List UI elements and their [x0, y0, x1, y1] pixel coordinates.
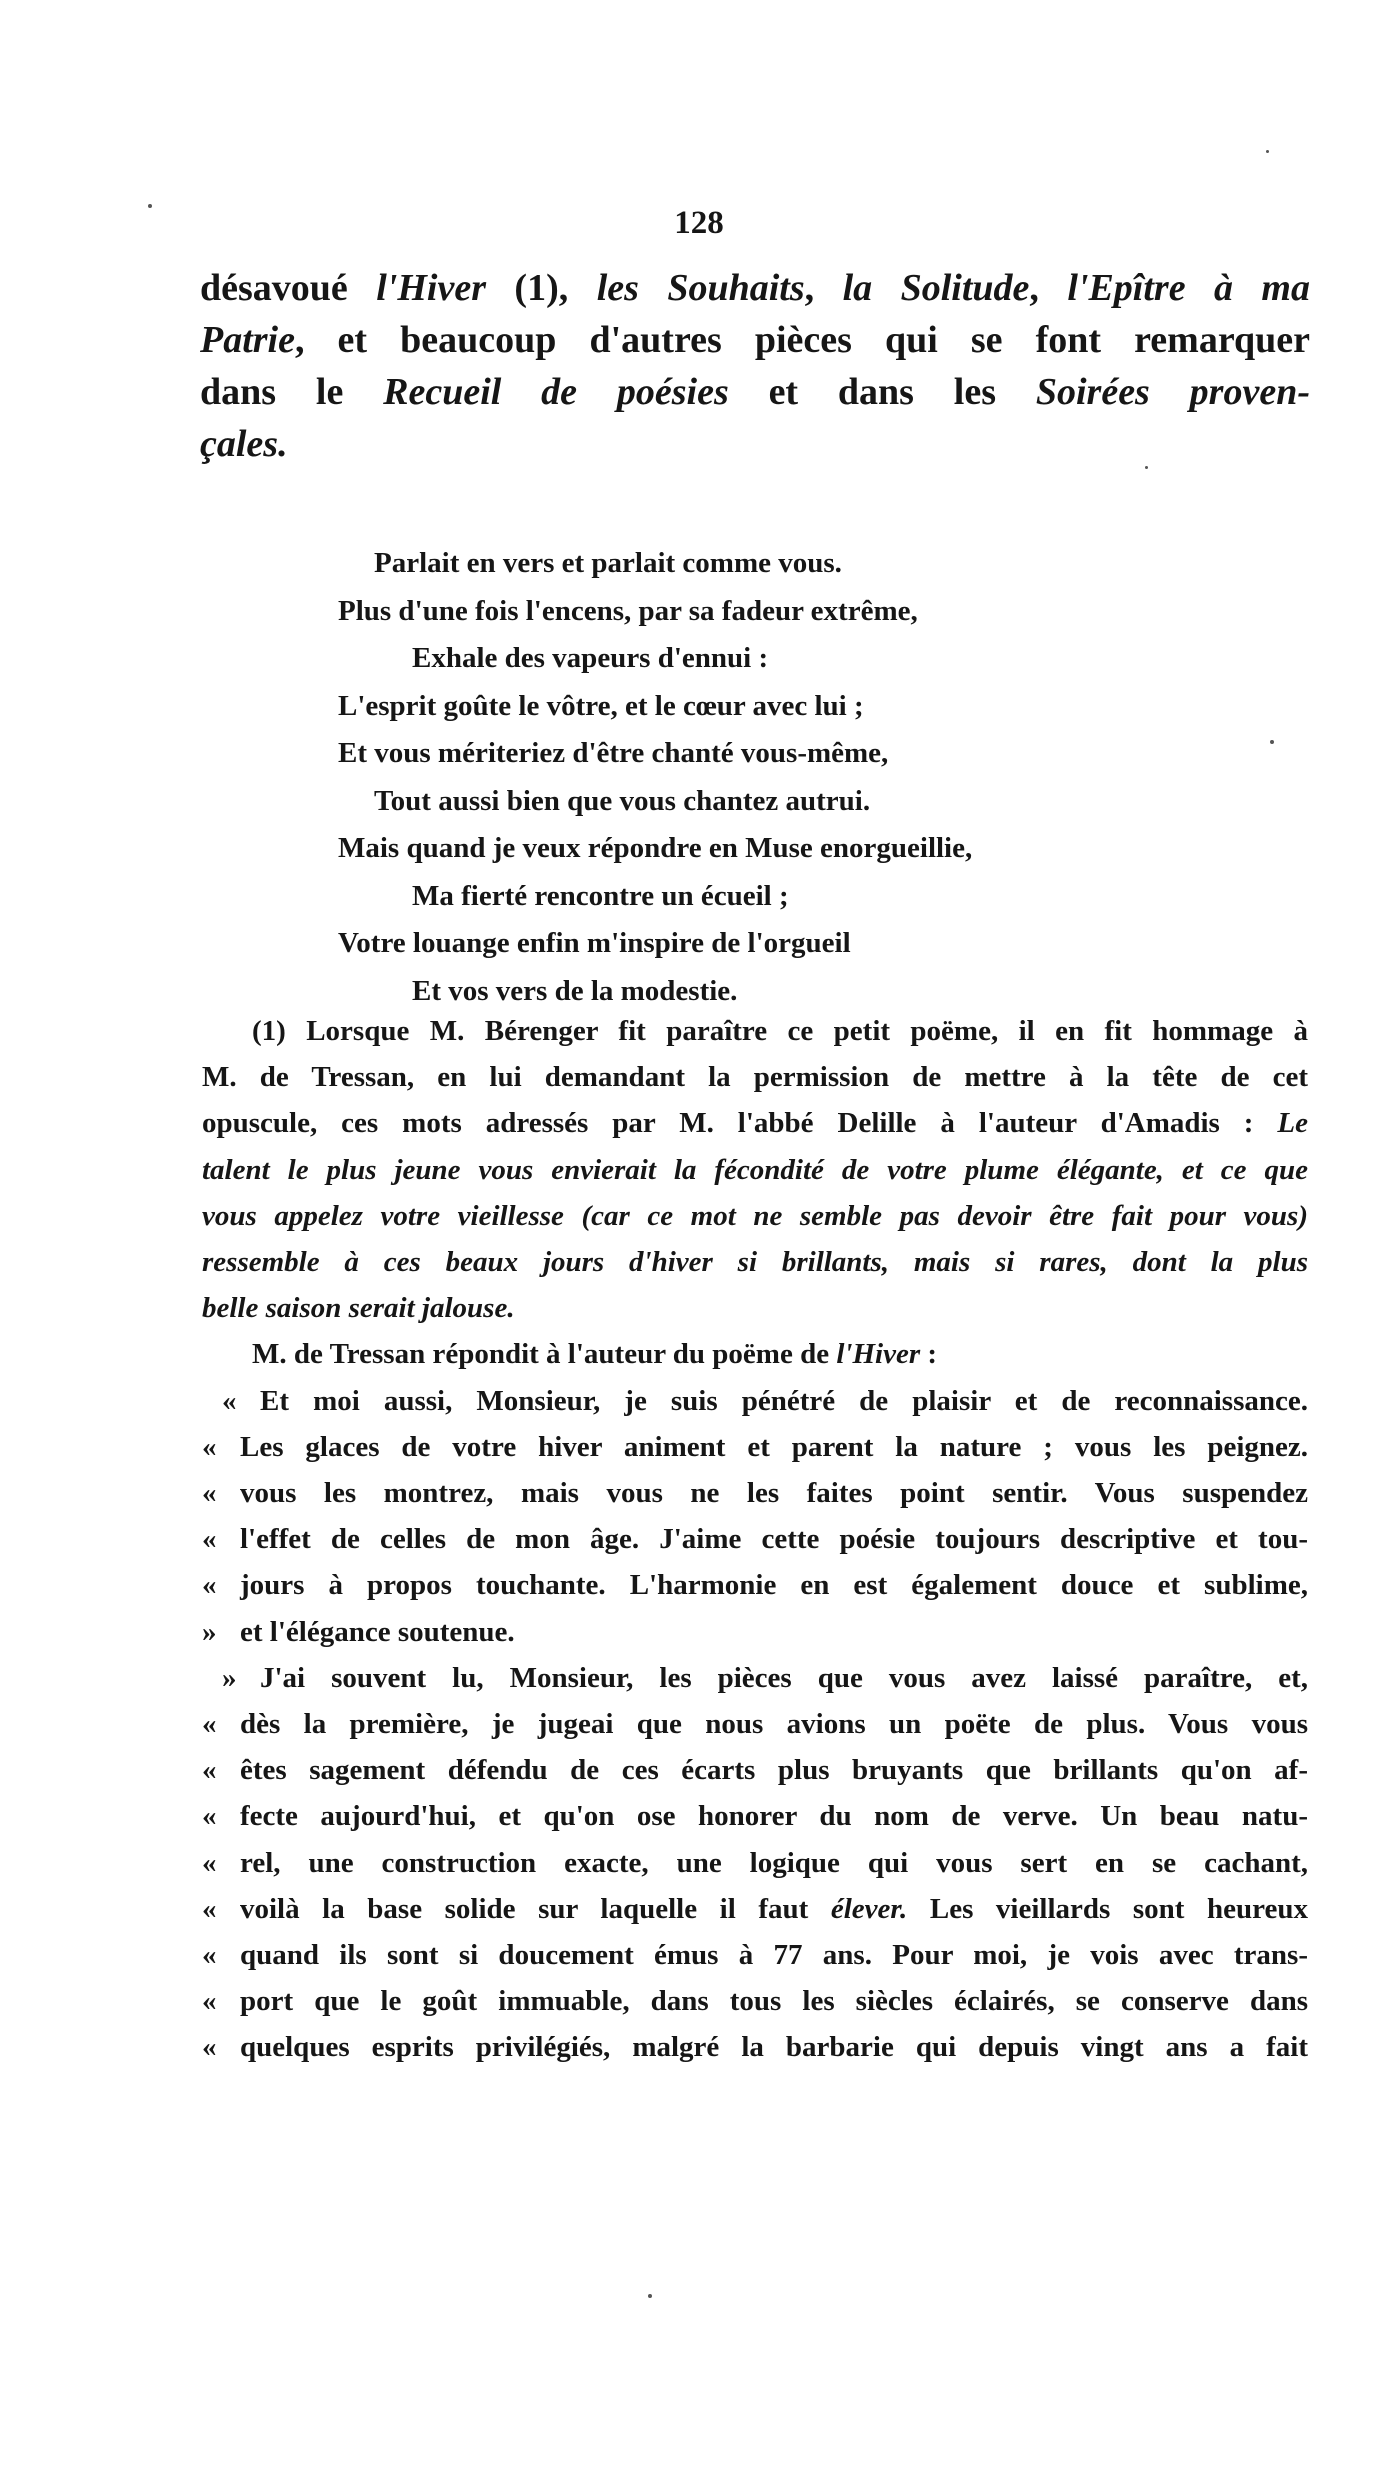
- guillemet: «: [202, 1800, 217, 1833]
- intro-paragraph: [200, 262, 1310, 470]
- footnote-line: M. de Tressan répondit à l'auteur du poëme de l'Hiver :: [252, 1338, 938, 1371]
- footnote-line: belle saison serait jalouse.: [202, 1292, 515, 1325]
- verse-line: Tout aussi bien que vous chantez autrui.: [374, 784, 871, 817]
- footnote-line: (1) Lorsque M. Bérenger fit paraître ce petit poëme, il en fit hommage à: [252, 1015, 1308, 1047]
- guillemet: «: [202, 1939, 217, 1972]
- verse-line: Parlait en vers et parlait comme vous.: [374, 547, 842, 579]
- verse-line: Et vous mériteriez d'être chanté vous-même,: [338, 737, 889, 769]
- verse-line: Votre louange enfin m'inspire de l'orgueil: [338, 927, 851, 959]
- guillemet: «: [202, 1569, 217, 1602]
- specks: [148, 204, 152, 208]
- letter-line: « fecte aujourd'hui, et qu'on ose honorer du nom de verve. Un beau natu-: [202, 1793, 1308, 1839]
- guillemet: «: [202, 2031, 217, 2064]
- letter-line: « quelques esprits privilégiés, malgré la barbarie qui depuis vingt ans a fait: [202, 2024, 1308, 2070]
- guillemet: «: [202, 1523, 217, 1556]
- letter-line: « voilà la base solide sur laquelle il faut élever. Les vieillards sont heureux: [202, 1886, 1308, 1932]
- guillemet: «: [202, 1985, 217, 2018]
- guillemet: «: [202, 1754, 217, 1787]
- specks: [1270, 740, 1274, 744]
- letter-line: « êtes sagement défendu de ces écarts plus bruyants que brillants qu'on af-: [202, 1747, 1308, 1793]
- guillemet: «: [202, 1846, 217, 1879]
- footnote-line: vous appelez votre vieillesse (car ce mot ne semble pas devoir être fait pour vous): [202, 1199, 1308, 1232]
- letter-line: « vous les montrez, mais vous ne les faites point sentir. Vous suspendez: [202, 1470, 1308, 1516]
- footnote-line: M. de Tressan, en lui demandant la permission de mettre à la tête de cet: [202, 1061, 1308, 1094]
- letter-line: « port que le goût immuable, dans tous les siècles éclairés, se conserve dans: [202, 1978, 1308, 2024]
- intro-line: çales.: [200, 423, 288, 465]
- guillemet: «: [202, 1430, 217, 1463]
- verse-line: Plus d'une fois l'encens, par sa fadeur extrême,: [338, 594, 918, 627]
- intro-line: Patrie, et beaucoup d'autres pièces qui se font remarquer: [200, 319, 1310, 361]
- verse-line: Et vos vers de la modestie.: [412, 974, 738, 1007]
- letter-quotation: [202, 1378, 1308, 2071]
- letter-line: « Les glaces de votre hiver animent et parent la nature ; vous les peignez.: [202, 1424, 1308, 1470]
- verse-quotation: [338, 540, 1138, 1015]
- letter-line: » J'ai souvent lu, Monsieur, les pièces que vous avez laissé paraître, et,: [202, 1655, 1308, 1701]
- guillemet: «: [202, 1708, 217, 1741]
- footnote-line: ressemble à ces beaux jours d'hiver si brillants, mais si rares, dont la plus: [202, 1246, 1308, 1279]
- verse-line: L'esprit goûte le vôtre, et le cœur avec lui ;: [338, 689, 864, 722]
- guillemet: «: [222, 1384, 237, 1417]
- footnote-line: opuscule, ces mots adressés par M. l'abbé Delille à l'auteur d'Amadis : Le: [202, 1107, 1308, 1140]
- verse-line: Ma fierté rencontre un écueil ;: [412, 879, 789, 912]
- guillemet: »: [222, 1661, 237, 1694]
- specks: [1145, 466, 1148, 469]
- verse-line: Exhale des vapeurs d'ennui :: [412, 642, 769, 674]
- letter-line: « jours à propos touchante. L'harmonie en est également douce et sublime,: [202, 1562, 1308, 1608]
- footnote-text: [202, 1008, 1308, 1378]
- letter-line: « Et moi aussi, Monsieur, je suis pénétré de plaisir et de reconnaissance.: [202, 1378, 1308, 1424]
- specks: [1266, 150, 1269, 153]
- guillemet: »: [202, 1615, 217, 1648]
- letter-line: « l'effet de celles de mon âge. J'aime cette poésie toujours descriptive et tou-: [202, 1516, 1308, 1562]
- guillemet: «: [202, 1892, 217, 1925]
- verse-line: Mais quand je veux répondre en Muse enorgueillie,: [338, 832, 973, 864]
- footnote-line: talent le plus jeune vous envierait la fécondité de votre plume élégante, et ce que: [202, 1153, 1308, 1186]
- page-number: 128: [674, 205, 724, 241]
- footnote-block: [202, 1008, 1308, 2071]
- letter-line: « dès la première, je jugeai que nous avions un poëte de plus. Vous vous: [202, 1701, 1308, 1747]
- guillemet: «: [202, 1477, 217, 1510]
- intro-line: dans le Recueil de poésies et dans les Soirées proven-: [200, 371, 1310, 413]
- specks: [648, 2294, 652, 2298]
- intro-line: désavoué l'Hiver (1), les Souhaits, la Solitude, l'Epître à ma: [200, 267, 1310, 309]
- letter-line: » et l'élégance soutenue.: [202, 1609, 1308, 1655]
- letter-line: « quand ils sont si doucement émus à 77 ans. Pour moi, je vois avec trans-: [202, 1932, 1308, 1978]
- letter-line: « rel, une construction exacte, une logique qui vous sert en se cachant,: [202, 1840, 1308, 1886]
